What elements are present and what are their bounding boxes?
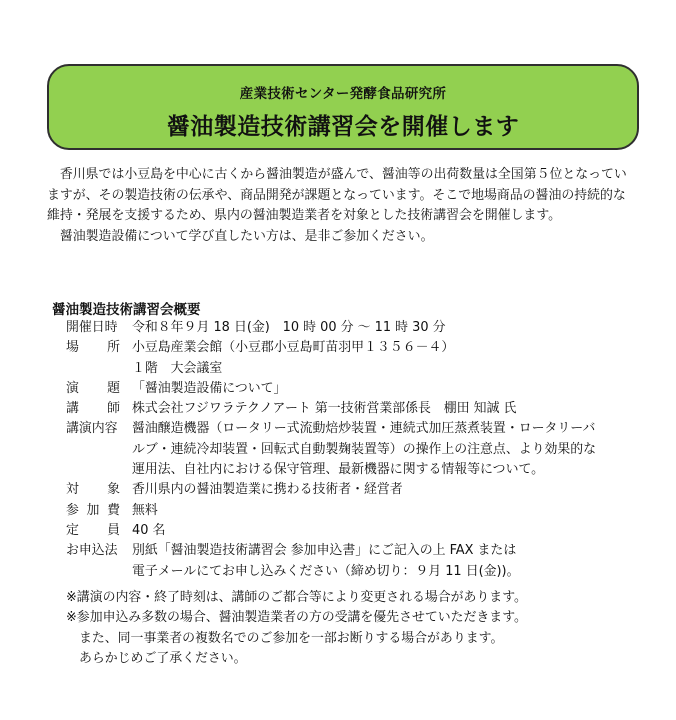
detail-value (132, 480, 641, 500)
detail-line: 運用法、自社内における保守管理、最新機器に関する情報等について。 (132, 462, 544, 478)
detail-value (132, 541, 641, 582)
detail-value (132, 338, 641, 379)
detail-value (132, 379, 641, 399)
detail-value (132, 521, 641, 541)
detail-line: 「醤油製造設備について」 (132, 380, 287, 396)
detail-line: 無料 (132, 502, 158, 518)
detail-row-content (66, 419, 641, 480)
note-line: ※参加申込み多数の場合、醤油製造業者の方の受講を優先させていただきます。 (66, 610, 527, 626)
detail-label: 開催日時 (66, 320, 118, 335)
note-line: また、同一事業者の複数名でのご参加を一部お断りする場合があります。 (79, 630, 504, 646)
detail-label: 講演内容 (66, 421, 118, 437)
organization-name: 産業技術センター発酵食品研究所 (239, 86, 447, 102)
intro-paragraph-2: 醤油製造設備について学び直したい方は、是非ご参加ください。 (59, 228, 434, 244)
detail-row-lecturer (66, 399, 641, 419)
detail-label: 場 所 (66, 340, 120, 356)
detail-line: 令和８年９月 18 日(金) 10 時 00 分 ～ 11 時 30 分 (132, 320, 446, 335)
detail-label: 演 題 (66, 380, 120, 396)
detail-row-fee (66, 501, 641, 521)
intro-paragraph-1: 香川県では小豆島を中心に古くから醤油製造が盛んで、醤油等の出荷数量は全国第５位となっていますが、その製造技術の伝承や、商品開発が課題となっています。そこで地場商品の醤油の持続的な維持・発展を支援するため、県内の醤油製造業者を対象とした技術講習会を開催します。 (47, 167, 627, 224)
note-line: あらかじめご了承ください。 (79, 650, 247, 666)
detail-row-target (66, 480, 641, 500)
overview-details (66, 318, 641, 582)
detail-label: 参 加 費 (66, 502, 120, 518)
notes (66, 588, 641, 669)
header-banner (47, 64, 639, 150)
detail-line: 小豆島産業会館（小豆郡小豆島町苗羽甲１３５６－４） (132, 340, 455, 356)
detail-row-datetime (66, 318, 641, 338)
detail-line: 別紙「醤油製造技術講習会 参加申込書」にご記入の上 FAX または (132, 543, 517, 559)
detail-value (132, 399, 641, 419)
detail-line: 電子メールにてお申し込みください（締め切り：９月 11 日(金))。 (132, 563, 520, 579)
detail-line: 醤油醸造機器（ロータリー式流動焙炒装置・連続式加圧蒸煮装置・ロータリーバ (132, 421, 596, 437)
detail-label: 講 師 (66, 401, 120, 417)
intro-text (47, 165, 637, 247)
detail-label: お申込法 (66, 543, 118, 559)
detail-line: 株式会社フジワラテクノアート 第一技術営業部係長 棚田 知誠 氏 (132, 401, 517, 417)
detail-value (132, 318, 641, 338)
detail-label: 定 員 (66, 522, 120, 538)
detail-line: １階 大会議室 (132, 360, 223, 376)
detail-row-application (66, 541, 641, 582)
detail-row-topic (66, 379, 641, 399)
overview-heading: 醤油製造技術講習会概要 (52, 302, 201, 318)
detail-row-venue (66, 338, 641, 379)
detail-line: ルブ・連続冷却装置・回転式自動製麹装置等）の操作上の注意点、より効果的な (132, 441, 597, 457)
detail-value (132, 501, 641, 521)
detail-line: 香川県内の醤油製造業に携わる技術者・経営者 (132, 482, 403, 498)
detail-label: 対 象 (66, 482, 120, 498)
note-line: ※講演の内容・終了時刻は、講師のご都合等により変更される場合があります。 (66, 590, 527, 605)
detail-row-capacity (66, 521, 641, 541)
detail-value (132, 419, 641, 480)
detail-line: 40 名 (132, 522, 166, 538)
page-title: 醤油製造技術講習会を開催します (166, 114, 520, 140)
